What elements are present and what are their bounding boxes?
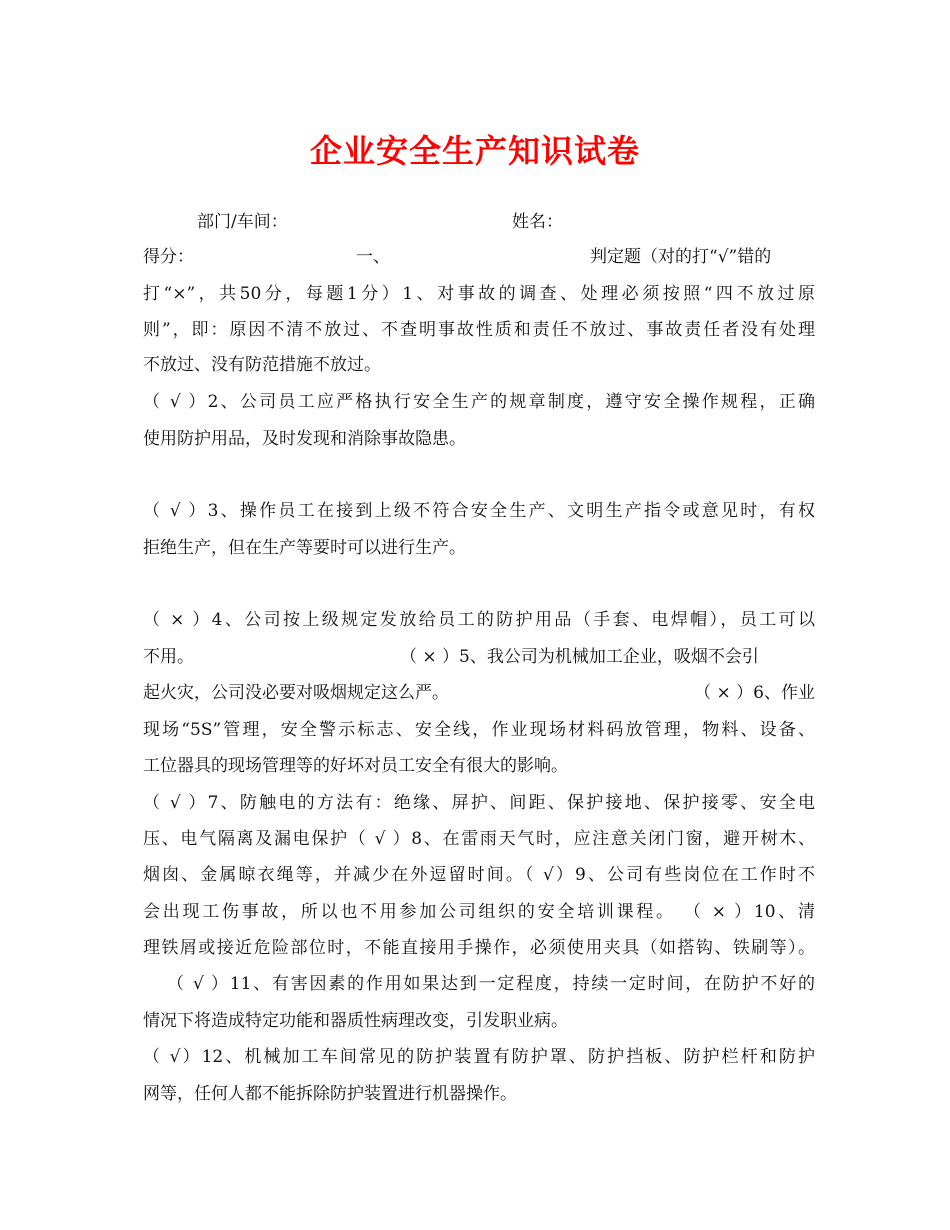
split-line	[143, 642, 815, 672]
question-12: （ √）12、机械加工车间常见的防护装置有防护罩、防护挡板、防护栏杆和防护	[143, 1047, 815, 1067]
question-11: （ √ ）11、有害因素的作用如果达到一定程度，持续一定时间，在防护不好的	[167, 974, 815, 994]
score-row	[143, 242, 815, 272]
text-line: 工位器具的现场管理等的好坏对员工安全有很大的影响。	[143, 756, 568, 776]
department-label: 部门/车间：	[197, 212, 288, 232]
question-4: （ × ）4、公司按上级规定发放给员工的防护用品（手套、电焊帽），员工可以	[143, 610, 815, 630]
page-title: 企业安全生产知识试卷	[309, 132, 640, 170]
question-10: 会出现工伤事故，所以也不用参加公司组织的安全培训课程。 （ × ）10、清	[143, 902, 815, 922]
text-line: 拒绝生产，但在生产等要时可以进行生产。	[143, 538, 466, 558]
score-label: 得分：	[143, 247, 194, 267]
text-line: 现场“5S”管理，安全警示标志、安全线，作业现场材料码放管理，物料、设备、	[143, 720, 815, 740]
section-number: 一、	[356, 247, 390, 267]
section-heading: 判定题（对的打“√”错的	[590, 247, 772, 267]
question-7: （ √ ）7、防触电的方法有：绝缘、屏护、间距、保护接地、保护接零、安全电	[143, 793, 815, 813]
text-line: 网等，任何人都不能拆除防护装置进行机器操作。	[143, 1084, 517, 1104]
text-line: 理铁屑或接近危险部位时，不能直接用手操作，必须使用夹具（如搭钩、铁刷等）。	[143, 938, 815, 958]
split-line	[143, 678, 815, 708]
text-line: 打“×”，共50分，每题1分）1、对事故的调查、处理必须按照“四不放过原	[143, 284, 815, 304]
question-9: 烟囱、金属晾衣绳等，并减少在外逗留时间。（ √）9、公司有些岗位在工作时不	[143, 865, 815, 885]
text-fragment: 起火灾，公司没必要对吸烟规定这么严。	[143, 683, 449, 703]
question-8: 压、电气隔离及漏电保护（ √ ）8、在雷雨天气时，应注意关闭门窗，避开树木、	[143, 829, 815, 849]
text-fragment: 不用。	[143, 647, 194, 667]
text-line: 则”，即：原因不清不放过、不查明事故性质和责任不放过、事故责任者没有处理	[143, 320, 815, 340]
header-row	[143, 207, 815, 237]
text-line: 不放过、没有防范措施不放过。	[143, 355, 381, 375]
question-5: （ × ）5、我公司为机械加工企业，吸烟不会引	[400, 647, 759, 667]
question-2: （ √ ）2、公司员工应严格执行安全生产的规章制度，遵守安全操作规程，正确	[143, 392, 815, 412]
question-6: （ × ）6、作业	[694, 683, 815, 703]
question-3: （ √ ）3、操作员工在接到上级不符合安全生产、文明生产指令或意见时，有权	[143, 501, 815, 521]
text-line: 使用防护用品，及时发现和消除事故隐患。	[143, 429, 466, 449]
text-line: 情况下将造成特定功能和器质性病理改变，引发职业病。	[143, 1011, 568, 1031]
name-label: 姓名：	[512, 212, 563, 232]
